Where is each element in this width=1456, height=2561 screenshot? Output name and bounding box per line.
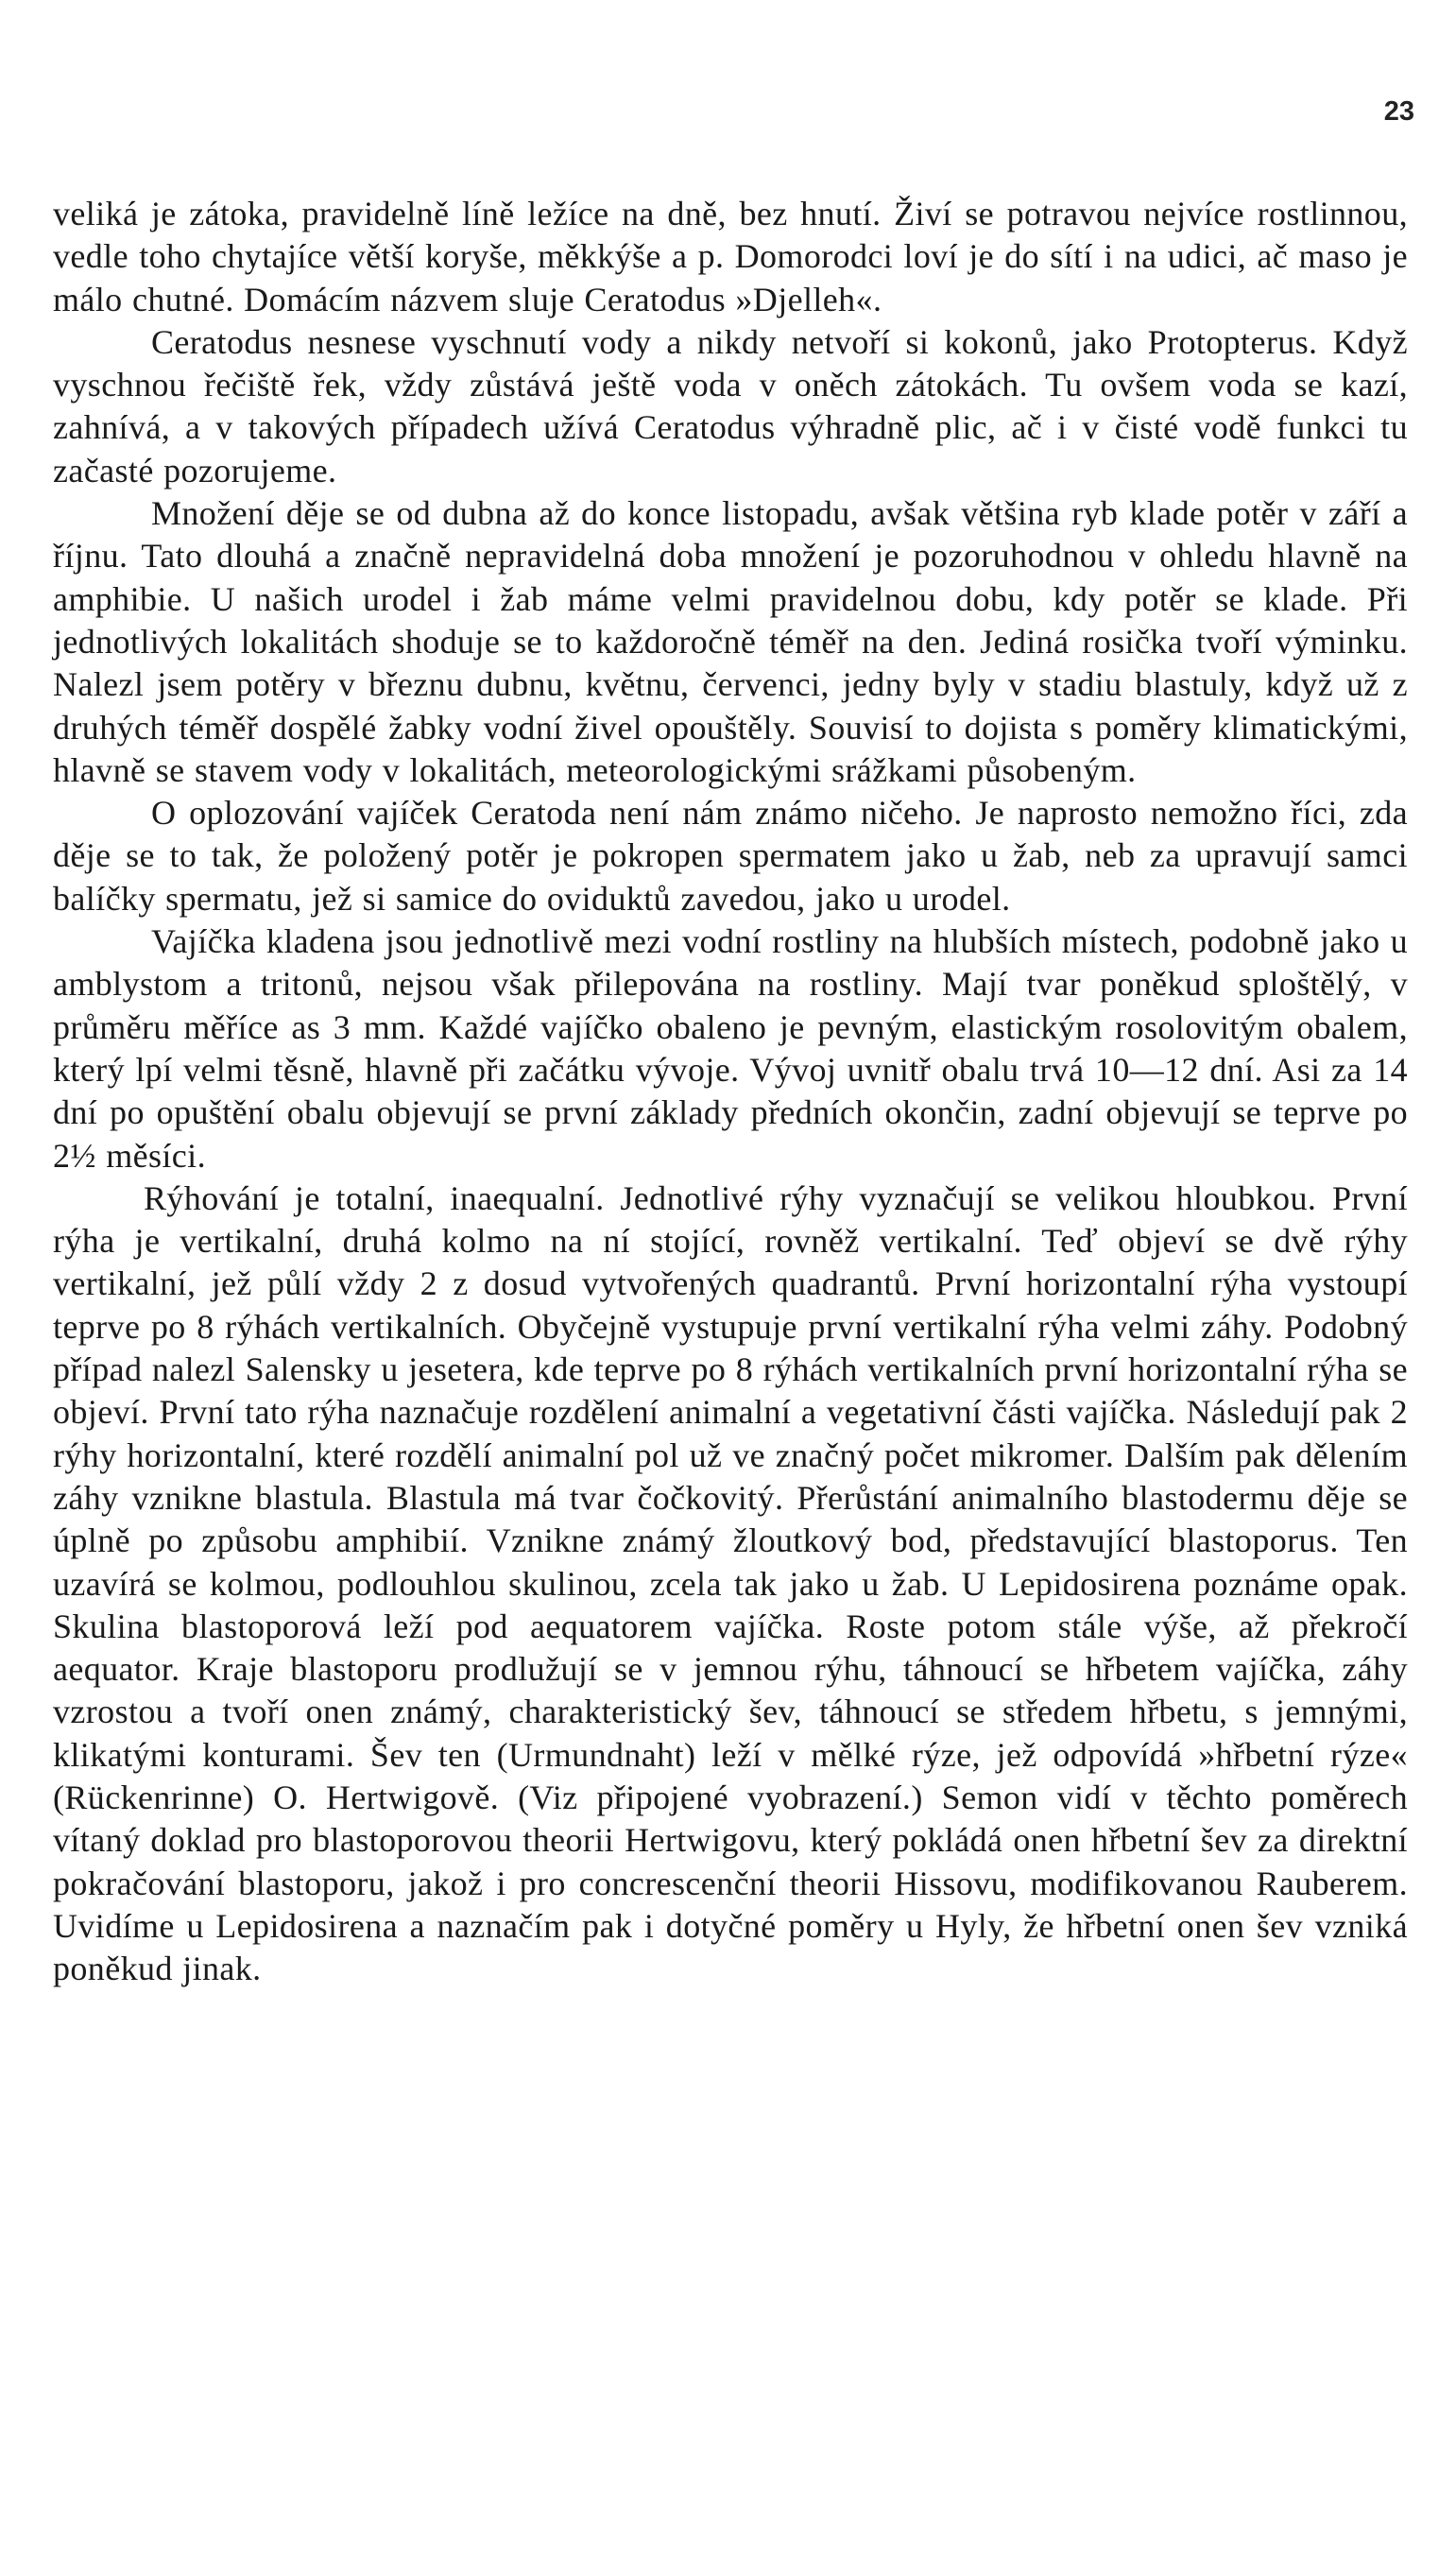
paragraph-6: Rýhování je totalní, inaequalní. Jednotlivé rýhy vyznačují se velikou hloubkou. První rýha je vertikalní, druhá kolmo na ní stojící, rovněž vertikalní. Teď objeví se dvě rýhy vertikalní, jež půlí vždy 2 z dosud vytvořených quadrantů. První horizontalní rýha vystoupí teprve po 8 rýhách vertikalních. Obyčejně vystupuje první vertikalní rýha velmi záhy. Podobný případ nalezl Salensky u jesetera, kde teprve po 8 rýhách vertikalních první horizontalní rýha se objeví. První tato rýha naznačuje rozdělení animalní a vegetativní části vajíčka. Následují pak 2 rýhy horizontalní, které rozdělí animalní pol už ve značný počet mikromer. Dalším pak dělením záhy vznikne blastula. Blastula má tvar čočkovitý. Přerůstání animalního blastodermu děje se úplně po způsobu amphibií. Vznikne známý žloutkový bod, představující blastoporus. Ten uzavírá se kolmou, podlouhlou skulinou, zcela tak jako u žab. U Lepidosirena poznáme opak. Skulina blastoporová leží pod aequatorem vajíčka. Roste potom stále výše, až překročí aequator. Kraje blastoporu prodlužují se v jemnou rýhu, táhnoucí se hřbetem vajíčka, záhy vzrostou a tvoří onen známý, charakteristický šev, táhnoucí se středem hřbetu, s jemnými, klikatými konturami. Šev ten (Urmundnaht) leží v mělké rýze, jež odpovídá »hřbetní rýze« (Rückenrinne) O. Hertwigově. (Viz připojené vyobrazení.) Semon vidí v těchto poměrech vítaný doklad pro blastoporovou theorii Hertwigovu, který pokládá onen hřbetní šev za direktní pokračování blastoporu, jakož i pro concrescenční theorii Hissovu, modifikovanou Rauberem. Uvidíme u Lepidosirena a naznačím pak i dotyčné poměry u Hyly, že hřbetní onen šev vzniká poněkud jinak.: [53, 1178, 1408, 1988]
paragraph-5: Vajíčka kladena jsou jednotlivě mezi vodní rostliny na hlubších místech, podobně jako u amblystom a tritonů, nejsou však přilepována na rostliny. Mají tvar poněkud sploštělý, v průměru měříce as 3 mm. Každé vajíčko obaleno je pevným, elastickým rosolovitým obalem, který lpí velmi těsně, hlavně při začátku vývoje. Vývoj uvnitř obalu trvá 10—12 dní. Asi za 14 dní po opuštění obalu objevují se první základy předních okončin, zadní objevují se teprve po 2½ měsíci.: [53, 922, 1408, 1175]
paragraph-2: Ceratodus nesnese vyschnutí vody a nikdy netvoří si kokonů, jako Protopterus. Když vyschnou řečiště řek, vždy zůstává ještě voda v oněch zátokách. Tu ovšem voda se kazí, zahnívá, a v takových případech užívá Ceratodus výhradně plic, ač i v čisté vodě funkci tu začasté pozorujeme.: [53, 322, 1408, 490]
paragraph-4: O oplozování vajíček Ceratoda není nám známo ničeho. Je naprosto nemožno říci, zda děje se to tak, že položený potěr je pokropen spermatem jako u žab, neb za upravují samci balíčky spermatu, jež si samice do oviduktů zavedou, jako u urodel.: [53, 794, 1408, 918]
paragraph-3: Množení děje se od dubna až do konce listopadu, avšak většina ryb klade potěr v září a říjnu. Tato dlouhá a značně nepravidelná doba množení je pozoruhodnou v ohledu hlavně na amphibie. U našich urodel i žab máme velmi pravidelnou dobu, kdy potěr se klade. Při jednotlivých lokalitách shoduje se to každoročně téměř na den. Jediná rosička tvoří výminku. Nalezl jsem potěry v březnu dubnu, květnu, červenci, jedny byly v stadiu blastuly, když už z druhých téměř dospělé žabky vodní živel opouštěly. Souvisí to dojista s poměry klimatickými, hlavně se stavem vody v lokalitách, meteorologickými srážkami působeným.: [53, 494, 1408, 789]
body-text: [53, 193, 1408, 1990]
paragraph-1: veliká je zátoka, pravidelně líně ležíce na dně, bez hnutí. Živí se potravou nejvíce rostlinnou, vedle toho chytajíce větší koryše, měkkýše a p. Domorodci loví je do sítí i na udici, ač maso je málo chutné. Domácím názvem sluje Ceratodus »Djelleh«.: [53, 195, 1408, 318]
page-number: 23: [1383, 96, 1414, 127]
